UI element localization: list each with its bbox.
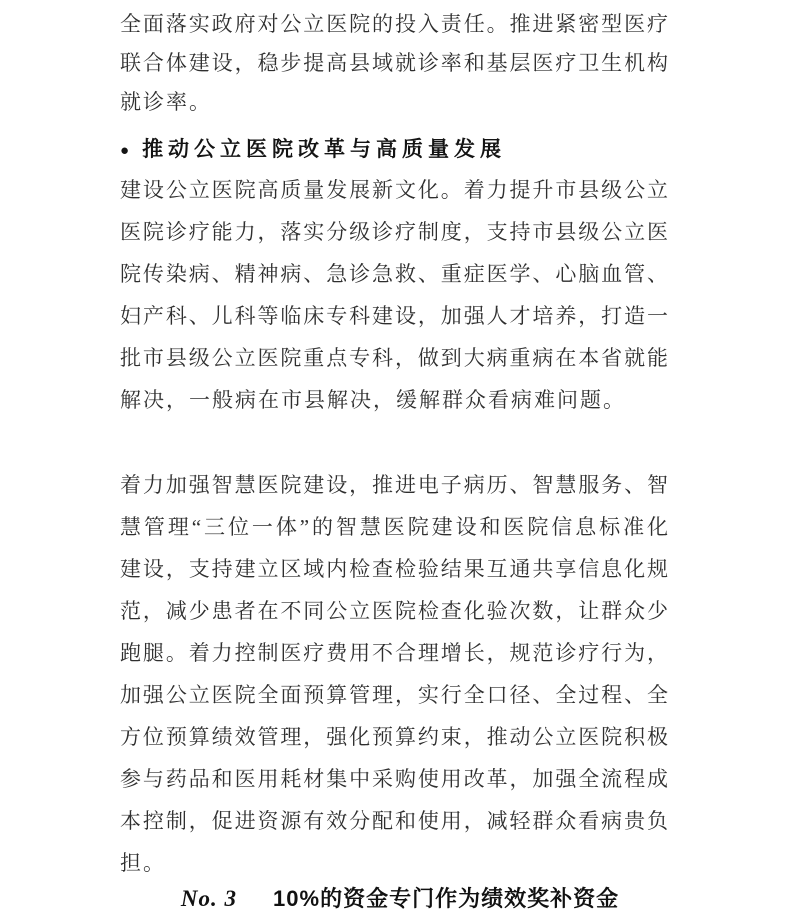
footer-section-heading <box>0 878 800 920</box>
text-line: 建设，支持建立区域内检查检验结果互通共享信息化规 <box>120 557 668 581</box>
paragraph-reform <box>120 169 668 421</box>
text-line: 担。 <box>120 851 166 875</box>
section-heading-text: 推动公立医院改革与高质量发展 <box>142 137 507 161</box>
paragraph-intro <box>120 5 668 122</box>
text-line: 解决，一般病在市县解决，缓解群众看病难问题。 <box>120 388 626 412</box>
text-line: 医院诊疗能力，落实分级诊疗制度，支持市县级公立医 <box>120 220 668 244</box>
text-line: 全面落实政府对公立医院的投入责任。推进紧密型医疗 <box>120 12 668 36</box>
section-heading <box>120 128 668 170</box>
bullet-icon: ● <box>120 143 130 159</box>
text-line: 跑腿。着力控制医疗费用不合理增长，规范诊疗行为， <box>120 641 668 665</box>
text-line: 院传染病、精神病、急诊急救、重症医学、心脑血管、 <box>120 262 668 286</box>
text-line: 妇产科、儿科等临床专科建设，加强人才培养，打造一 <box>120 304 668 328</box>
text-line: 就诊率。 <box>120 90 212 114</box>
text-line: 方位预算绩效管理，强化预算约束，推动公立医院积极 <box>120 725 668 749</box>
text-line: 着力加强智慧医院建设，推进电子病历、智慧服务、智 <box>120 473 668 497</box>
text-line: 联合体建设，稳步提高县域就诊率和基层医疗卫生机构 <box>120 51 668 75</box>
footer-section-number: No. 3 <box>180 886 238 911</box>
footer-section-title: 10%的资金专门作为绩效奖补资金 <box>273 886 620 911</box>
text-line: 慧管理“三位一体”的智慧医院建设和医院信息标准化 <box>120 515 668 539</box>
text-line: 批市县级公立医院重点专科，做到大病重病在本省就能 <box>120 346 668 370</box>
text-line: 建设公立医院高质量发展新文化。着力提升市县级公立 <box>120 178 668 202</box>
text-line: 范，减少患者在不同公立医院检查化验次数，让群众少 <box>120 599 668 623</box>
text-line: 参与药品和医用耗材集中采购使用改革，加强全流程成 <box>120 767 668 791</box>
text-line: 本控制，促进资源有效分配和使用，减轻群众看病贵负 <box>120 809 668 833</box>
text-line: 加强公立医院全面预算管理，实行全口径、全过程、全 <box>120 683 668 707</box>
paragraph-smart-hospital <box>120 464 668 884</box>
